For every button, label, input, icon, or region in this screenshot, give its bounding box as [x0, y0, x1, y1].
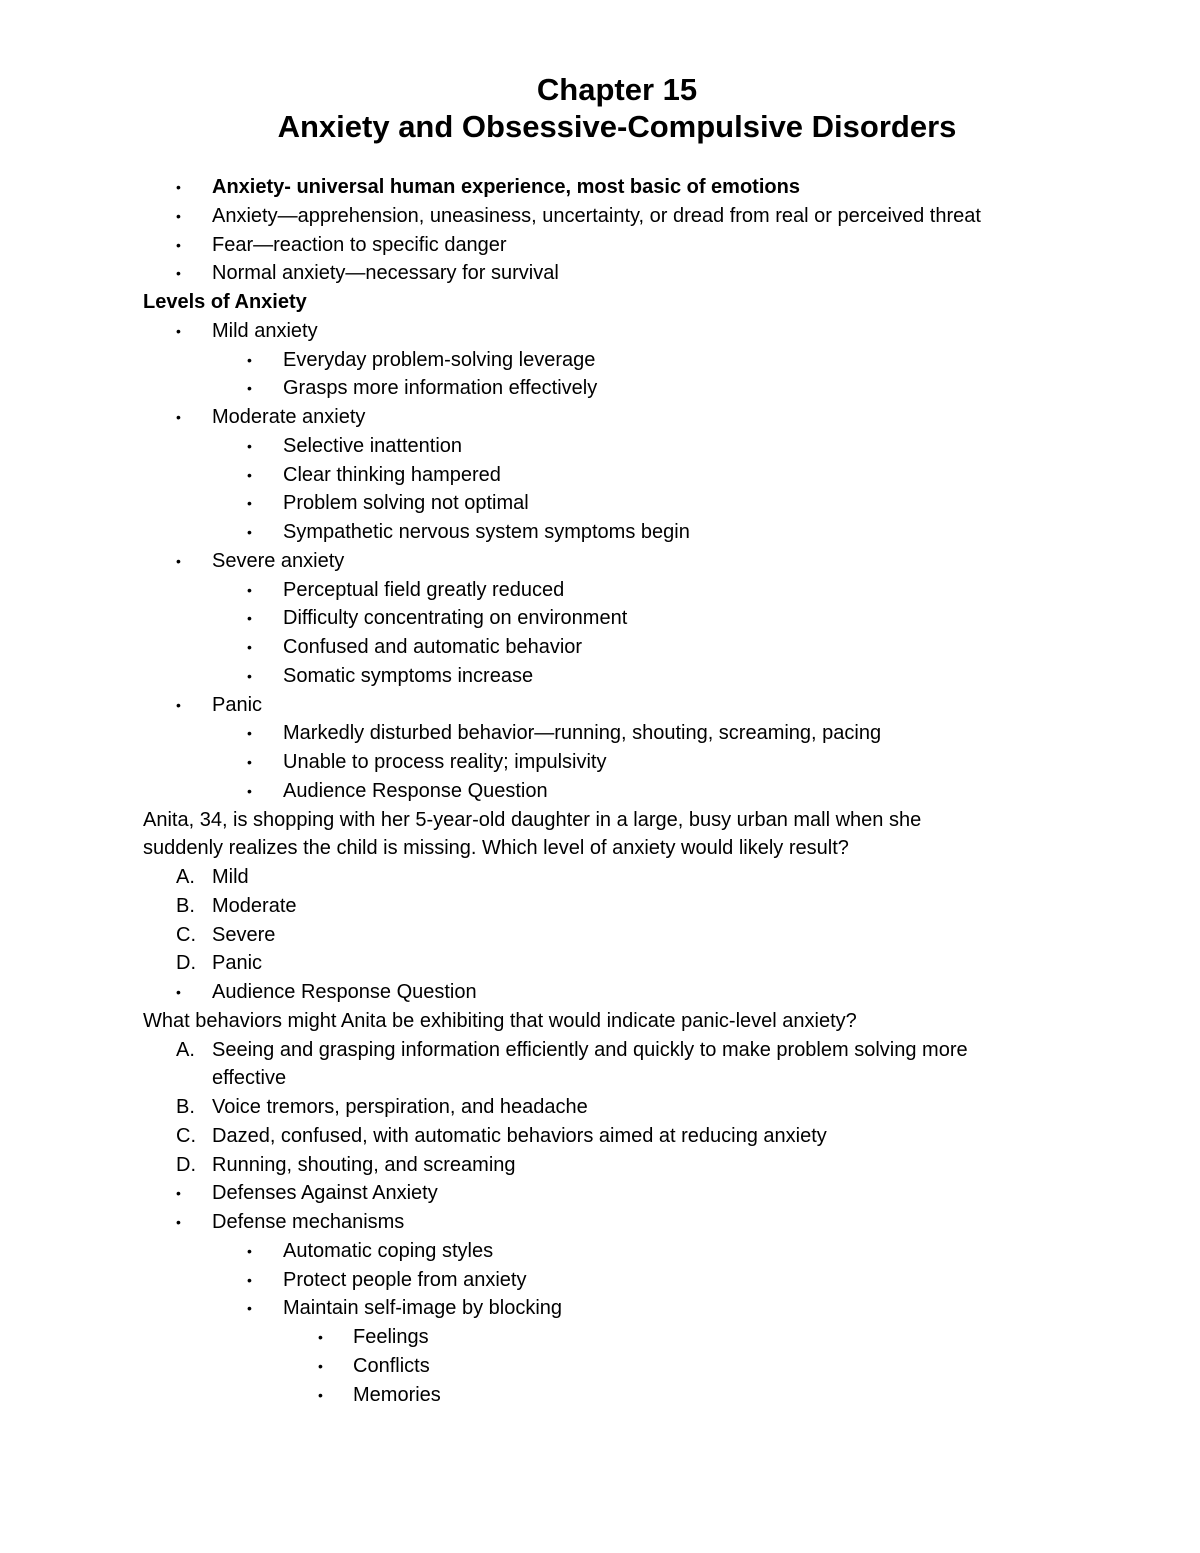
- list-item: Memories: [353, 1384, 441, 1406]
- chapter-title: Chapter 15: [536, 72, 698, 107]
- answer-option: Running, shouting, and screaming: [212, 1154, 516, 1176]
- answer-option: Dazed, confused, with automatic behaviors aimed at reducing anxiety: [212, 1125, 827, 1147]
- list-item: Panic: [212, 694, 263, 716]
- list-item: Perceptual field greatly reduced: [283, 579, 565, 601]
- list-item: Clear thinking hampered: [283, 464, 501, 486]
- answer-option: Seeing and grasping information efficiently and quickly to make problem solving more: [212, 1039, 968, 1061]
- bullet-marker: •: [176, 697, 181, 713]
- option-letter: D.: [176, 952, 196, 974]
- option-letter: A.: [176, 866, 195, 888]
- bullet-marker: •: [176, 409, 181, 425]
- option-letter: D.: [176, 1154, 196, 1176]
- bullet-marker: •: [176, 553, 181, 569]
- bullet-marker: •: [247, 438, 252, 454]
- answer-option: Mild: [212, 866, 249, 888]
- bullet-marker: •: [247, 524, 252, 540]
- answer-option: Panic: [212, 952, 263, 974]
- list-item: Feelings: [353, 1326, 429, 1348]
- list-item: Moderate anxiety: [212, 406, 366, 428]
- bullet-marker: •: [247, 610, 252, 626]
- bullet-marker: •: [176, 1214, 181, 1230]
- list-item: Normal anxiety—necessary for survival: [212, 262, 559, 284]
- list-item: Audience Response Question: [212, 981, 477, 1003]
- list-item: Selective inattention: [283, 435, 463, 457]
- answer-option: Moderate: [212, 895, 297, 917]
- list-item: Confused and automatic behavior: [283, 636, 583, 658]
- bullet-marker: •: [247, 1243, 252, 1259]
- option-letter: A.: [176, 1039, 195, 1061]
- answer-option: Voice tremors, perspiration, and headache: [212, 1096, 588, 1118]
- list-item: Problem solving not optimal: [283, 492, 529, 514]
- bullet-marker: •: [176, 179, 181, 195]
- list-item: Mild anxiety: [212, 320, 318, 342]
- bullet-marker: •: [176, 208, 181, 224]
- list-item: Markedly disturbed behavior—running, shouting, screaming, pacing: [283, 722, 882, 744]
- paragraph-line: suddenly realizes the child is missing. Which level of anxiety would likely result?: [143, 837, 849, 859]
- list-item: Maintain self-image by blocking: [283, 1297, 563, 1319]
- paragraph-line: Anita, 34, is shopping with her 5-year-old daughter in a large, busy urban mall when she: [143, 809, 922, 831]
- bullet-marker: •: [247, 725, 252, 741]
- bullet-marker: •: [176, 265, 181, 281]
- bullet-marker: •: [247, 467, 252, 483]
- list-item: Protect people from anxiety: [283, 1269, 527, 1291]
- list-item: Fear—reaction to specific danger: [212, 234, 507, 256]
- option-letter: B.: [176, 895, 195, 917]
- section-heading: Levels of Anxiety: [143, 291, 307, 313]
- bullet-marker: •: [176, 984, 181, 1000]
- bullet-marker: •: [247, 1300, 252, 1316]
- list-item: Anxiety—apprehension, uneasiness, uncertainty, or dread from real or perceived threat: [212, 205, 981, 227]
- bullet-marker: •: [247, 754, 252, 770]
- list-item: Somatic symptoms increase: [283, 665, 534, 687]
- bullet-marker: •: [247, 639, 252, 655]
- bullet-marker: •: [176, 1185, 181, 1201]
- option-letter: C.: [176, 924, 196, 946]
- paragraph-line: What behaviors might Anita be exhibiting that would indicate panic-level anxiety?: [143, 1010, 857, 1032]
- list-item: Everyday problem-solving leverage: [283, 349, 596, 371]
- bullet-marker: •: [176, 237, 181, 253]
- bullet-marker: •: [176, 323, 181, 339]
- chapter-subtitle: Anxiety and Obsessive-Compulsive Disorders: [277, 109, 957, 144]
- list-item: Audience Response Question: [283, 780, 548, 802]
- list-item: Defenses Against Anxiety: [212, 1182, 438, 1204]
- list-item: Unable to process reality; impulsivity: [283, 751, 607, 773]
- paragraph-line: effective: [212, 1067, 287, 1089]
- bullet-marker: •: [318, 1358, 323, 1374]
- list-item: Severe anxiety: [212, 550, 345, 572]
- bullet-marker: •: [247, 1272, 252, 1288]
- option-letter: B.: [176, 1096, 195, 1118]
- list-item: Automatic coping styles: [283, 1240, 494, 1262]
- bullet-marker: •: [247, 582, 252, 598]
- list-item: Anxiety- universal human experience, most basic of emotions: [212, 176, 800, 198]
- bullet-marker: •: [247, 495, 252, 511]
- bullet-marker: •: [318, 1329, 323, 1345]
- bullet-marker: •: [247, 352, 252, 368]
- bullet-marker: •: [247, 783, 252, 799]
- list-item: Defense mechanisms: [212, 1211, 405, 1233]
- list-item: Grasps more information effectively: [283, 377, 598, 399]
- bullet-marker: •: [247, 668, 252, 684]
- bullet-marker: •: [318, 1387, 323, 1403]
- answer-option: Severe: [212, 924, 276, 946]
- list-item: Difficulty concentrating on environment: [283, 607, 628, 629]
- list-item: Conflicts: [353, 1355, 430, 1377]
- bullet-marker: •: [247, 380, 252, 396]
- option-letter: C.: [176, 1125, 196, 1147]
- list-item: Sympathetic nervous system symptoms begin: [283, 521, 690, 543]
